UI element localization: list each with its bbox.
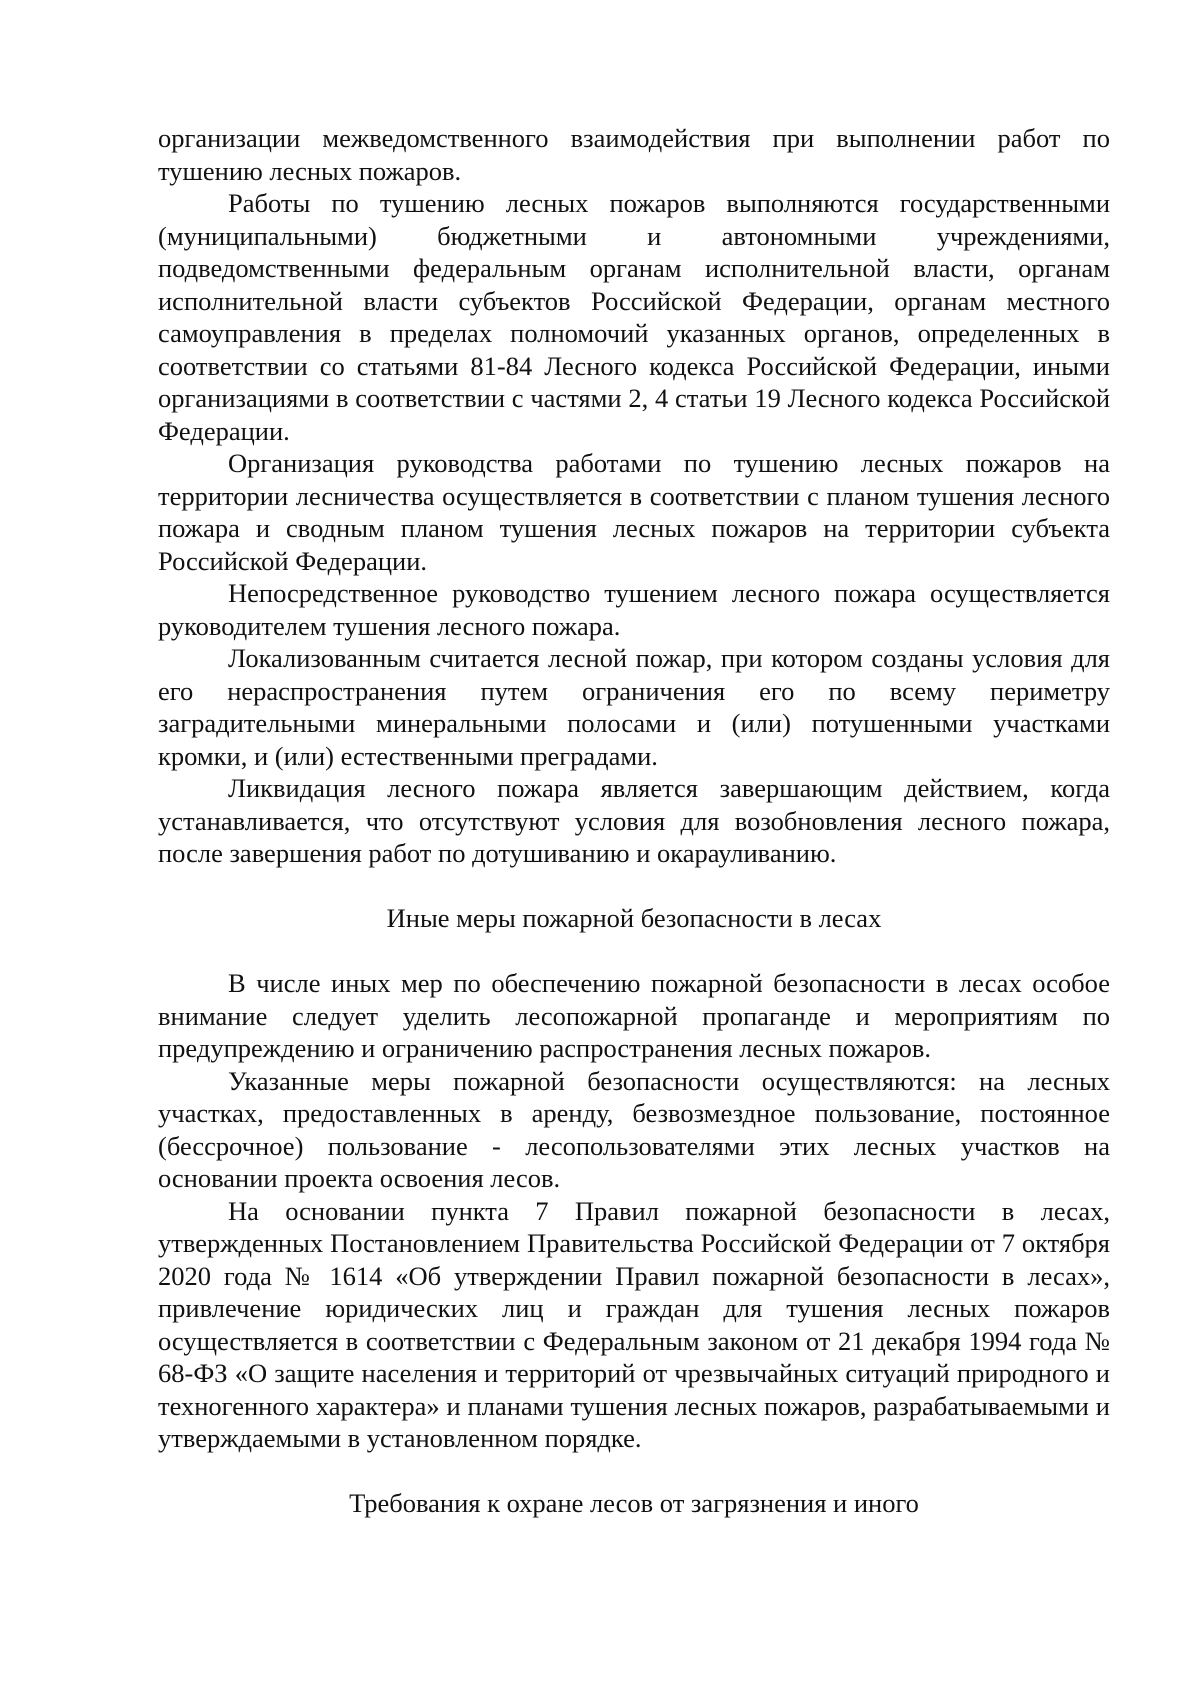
paragraph-other-measures: В числе иных мер по обеспечению пожарной безопасности в лесах особое внимание следует уделить лесопожарной пропаганде и мероприятиям по предупреждению и ограничению распространения лесных пожаров. xyxy=(158,968,1110,1063)
paragraph-suppression-management: Организация руководства работами по тушению лесных пожаров на территории лесничества осуществляется в соответствии с планом тушения лесного пожара и сводным планом тушения лесных пожаров на территории субъекта Российской Федерации. xyxy=(158,448,1110,576)
paragraph-legal-basis: На основании пункта 7 Правил пожарной безопасности в лесах, утвержденных Постановлением Правительства Российской Федерации от 7 октября 2020 года № 1614 «Об утверждении Правил пожарной безопасности в лесах», привлечение юридических лиц и граждан для тушения лесных пожаров осуществляется в соответствии с Федеральным законом от 21 декабря 1994 года № 68-ФЗ «О защите населения и территорий от чрезвычайных ситуаций природного и техногенного характера» и планами тушения лесных пожаров, разрабатываемыми и утверждаемыми в установленном порядке. xyxy=(158,1195,1110,1453)
paragraph-fire-suppression-organizations: Работы по тушению лесных пожаров выполняются государственными (муниципальными) бюджетными и автономными учреждениями, подведомственными федеральным органам исполнительной власти, органам исполнительной власти субъектов Российской Федерации, органам местного самоуправления в пределах полномочий указанных органов, определенных в соответствии со статьями 81-84 Лесного кодекса Российской Федерации, иными организациями в соответствии с частями 2, 4 статьи 19 Лесного кодекса Российской Федерации. xyxy=(158,188,1110,446)
section-heading-pollution-protection: Требования к охране лесов от загрязнения и иного xyxy=(349,1488,919,1518)
paragraph-fire-liquidation: Ликвидация лесного пожара является завершающим действием, когда устанавливается, что отсутствуют условия для возобновления лесного пожара, после завершения работ по дотушиванию и окарауливанию. xyxy=(158,773,1110,868)
document-body xyxy=(158,122,1110,1520)
paragraph-localized-fire: Локализованным считается лесной пожар, при котором созданы условия для его нераспространения путем ограничения его по всему периметру заградительными минеральными полосами и (или) потушенными участками кромки, и (или) естественными преградами. xyxy=(158,643,1110,771)
section-heading-other-measures: Иные меры пожарной безопасности в лесах xyxy=(386,903,882,933)
paragraph-continuation: организации межведомственного взаимодействия при выполнении работ по тушению лесных пожаров. xyxy=(158,123,1110,186)
paragraph-measures-implementation: Указанные меры пожарной безопасности осуществляются: на лесных участках, предоставленных в аренду, безвозмездное пользование, постоянное (бессрочное) пользование - лесопользователями этих лесных участков на основании проекта освоения лесов. xyxy=(158,1065,1110,1193)
paragraph-direct-management: Непосредственное руководство тушением лесного пожара осуществляется руководителем тушения лесного пожара. xyxy=(158,578,1110,641)
